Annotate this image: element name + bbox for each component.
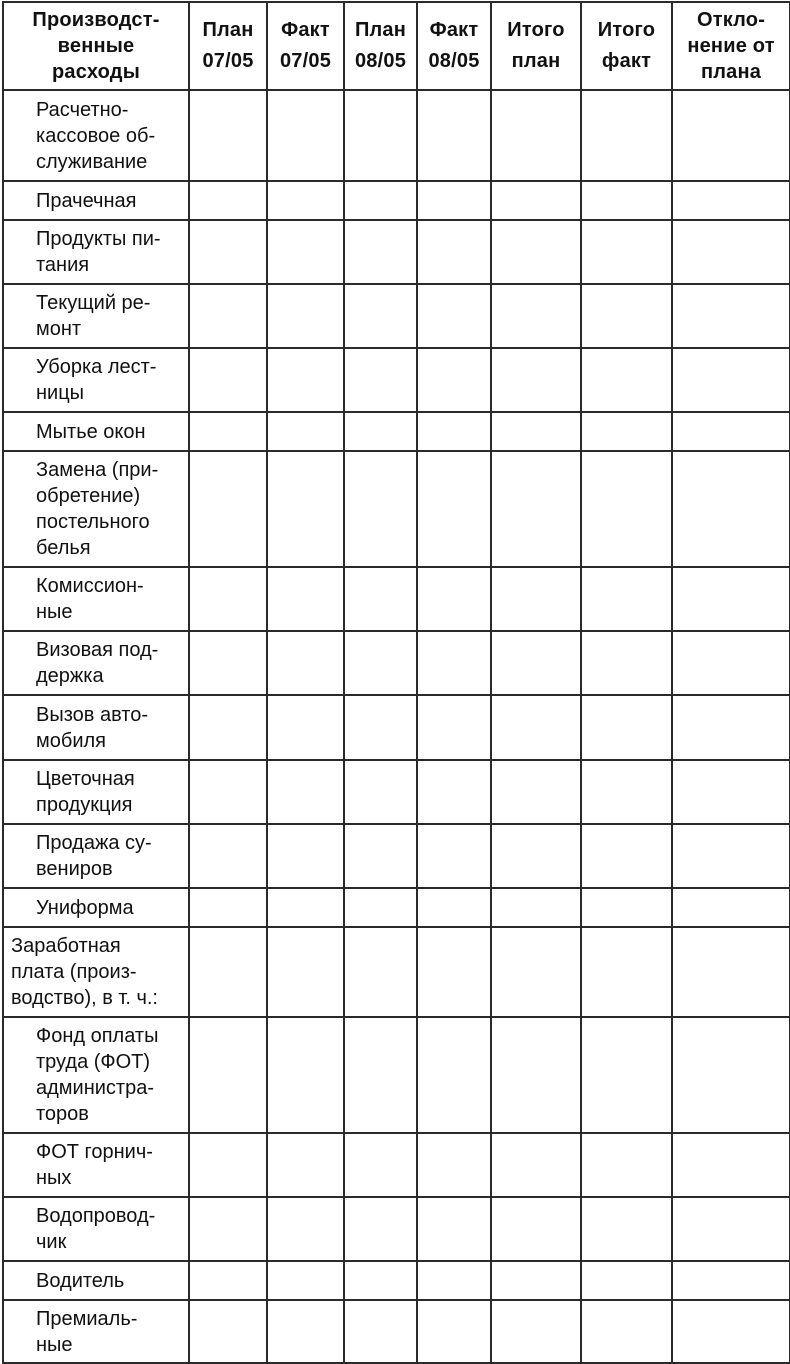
label-text-line: ницы (36, 382, 85, 404)
label-text-line: ФОТ горнич- (36, 1141, 153, 1163)
total-fact-cell (581, 348, 672, 412)
fact-08-05-cell (417, 1133, 491, 1197)
label-text-line: кассовое об- (36, 124, 156, 147)
total-fact-cell (581, 1261, 672, 1300)
header-text-line: План (202, 19, 254, 41)
plan-07-05-cell (189, 284, 267, 348)
header-fact-07-05 (267, 2, 344, 90)
total-plan-cell (491, 1017, 581, 1133)
total-fact-cell (581, 1300, 672, 1363)
label-text-line: постельного (36, 511, 150, 533)
header-deviation-from-plan (672, 2, 790, 90)
header-text-line: 08/05 (428, 50, 480, 72)
fact-07-05-cell (267, 284, 344, 348)
total-plan-cell (491, 284, 581, 348)
table-row (3, 1133, 790, 1197)
label-text-line: Вызов авто- (36, 703, 148, 726)
fact-07-05-cell (267, 1261, 344, 1300)
total-fact-cell (581, 927, 672, 1017)
total-plan-cell (491, 567, 581, 631)
fact-07-05-cell (267, 760, 344, 824)
fact-08-05-cell (417, 220, 491, 284)
table-row (3, 1261, 790, 1300)
fact-08-05-cell (417, 412, 491, 451)
label-text-line: Уборка лест- (36, 356, 157, 378)
plan-07-05-cell (189, 451, 267, 567)
label-text-line: Визовая под- (36, 639, 159, 661)
table-header (3, 2, 790, 90)
deviation-cell (672, 927, 790, 1017)
plan-07-05-cell (189, 181, 267, 220)
deviation-cell (672, 181, 790, 220)
deviation-cell (672, 1017, 790, 1133)
table-row (3, 631, 790, 695)
label-text-line: Текущий ре- (36, 292, 151, 314)
plan-08-05-cell (344, 284, 417, 348)
label-text-line: обретение) (36, 485, 141, 507)
fact-08-05-cell (417, 1300, 491, 1363)
plan-08-05-cell (344, 1017, 417, 1133)
table-row (3, 888, 790, 927)
plan-07-05-cell (189, 695, 267, 760)
label-text-line: водство), в т. ч.: (11, 987, 158, 1009)
plan-07-05-cell (189, 567, 267, 631)
total-plan-cell (491, 412, 581, 451)
table-row (3, 348, 790, 412)
plan-07-05-cell (189, 1261, 267, 1300)
label-text-line: Водопровод- (36, 1205, 156, 1227)
table-body (3, 90, 790, 1363)
fact-08-05-cell (417, 90, 491, 181)
label-text-line: ные (36, 1333, 73, 1356)
fact-07-05-cell (267, 824, 344, 888)
header-plan-08-05 (344, 2, 417, 90)
expense-item-label (3, 451, 189, 567)
header-text-line: венные (57, 35, 135, 57)
label-text-line: Водитель (36, 1269, 125, 1292)
fact-08-05-cell (417, 1197, 491, 1261)
total-fact-cell (581, 824, 672, 888)
expense-item-label (3, 220, 189, 284)
fact-07-05-cell (267, 1197, 344, 1261)
fact-07-05-cell (267, 1133, 344, 1197)
total-plan-cell (491, 888, 581, 927)
header-text-line: 07/05 (279, 50, 332, 72)
header-total-plan (491, 2, 581, 90)
deviation-cell (672, 567, 790, 631)
expense-item-label (3, 412, 189, 451)
deviation-cell (672, 348, 790, 412)
total-plan-cell (491, 760, 581, 824)
header-text-line: Производст- (32, 9, 160, 31)
label-text-line: держка (36, 665, 104, 687)
table-row (3, 567, 790, 631)
fact-07-05-cell (267, 451, 344, 567)
total-fact-cell (581, 1197, 672, 1261)
deviation-cell (672, 888, 790, 927)
header-text-line: Откло- (696, 9, 766, 31)
total-fact-cell (581, 284, 672, 348)
label-text-line: Комиссион- (36, 575, 144, 597)
fact-08-05-cell (417, 1261, 491, 1300)
fact-08-05-cell (417, 927, 491, 1017)
expense-item-label (3, 567, 189, 631)
plan-08-05-cell (344, 451, 417, 567)
total-plan-cell (491, 1261, 581, 1300)
total-plan-cell (491, 1197, 581, 1261)
total-fact-cell (581, 451, 672, 567)
plan-07-05-cell (189, 760, 267, 824)
table-row (3, 412, 790, 451)
total-fact-cell (581, 1133, 672, 1197)
fact-08-05-cell (417, 824, 491, 888)
expense-item-label (3, 1300, 189, 1363)
table-row (3, 181, 790, 220)
deviation-cell (672, 220, 790, 284)
label-text-line: труда (ФОТ) (36, 1051, 151, 1073)
table-row (3, 1197, 790, 1261)
header-text-line: Итого (597, 19, 656, 41)
total-fact-cell (581, 760, 672, 824)
table-row (3, 284, 790, 348)
total-fact-cell (581, 220, 672, 284)
table-row (3, 90, 790, 181)
header-text-line: план (511, 50, 561, 72)
fact-08-05-cell (417, 888, 491, 927)
plan-08-05-cell (344, 695, 417, 760)
label-text-line: тания (36, 254, 90, 276)
table-row (3, 451, 790, 567)
fact-07-05-cell (267, 1300, 344, 1363)
plan-07-05-cell (189, 1133, 267, 1197)
fact-07-05-cell (267, 927, 344, 1017)
header-row (3, 2, 790, 90)
label-text-line: Расчетно- (36, 98, 129, 121)
header-text-line: 07/05 (202, 50, 254, 72)
category-label (3, 927, 189, 1017)
label-text-line: Продажа су- (36, 832, 152, 854)
deviation-cell (672, 1261, 790, 1300)
table-row (3, 1017, 790, 1133)
plan-08-05-cell (344, 824, 417, 888)
expense-item-label (3, 1197, 189, 1261)
fact-08-05-cell (417, 451, 491, 567)
total-plan-cell (491, 181, 581, 220)
table-row (3, 760, 790, 824)
label-text-line: Мытье окон (36, 420, 146, 443)
deviation-cell (672, 631, 790, 695)
header-text-line: нение от (687, 35, 775, 57)
table-row (3, 824, 790, 888)
plan-08-05-cell (344, 220, 417, 284)
plan-08-05-cell (344, 1133, 417, 1197)
fact-07-05-cell (267, 412, 344, 451)
total-plan-cell (491, 1133, 581, 1197)
expense-item-label (3, 760, 189, 824)
plan-08-05-cell (344, 348, 417, 412)
fact-07-05-cell (267, 348, 344, 412)
header-text-line: Итого (507, 19, 565, 41)
label-text-line: чик (36, 1231, 67, 1253)
total-plan-cell (491, 1300, 581, 1363)
total-fact-cell (581, 567, 672, 631)
total-plan-cell (491, 695, 581, 760)
header-text-line: Факт (429, 19, 479, 41)
label-text-line: Цветочная (36, 768, 135, 790)
deviation-cell (672, 1133, 790, 1197)
fact-07-05-cell (267, 695, 344, 760)
plan-08-05-cell (344, 888, 417, 927)
header-text-line: План (354, 19, 407, 41)
plan-07-05-cell (189, 824, 267, 888)
label-text-line: Фонд оплаты (36, 1025, 159, 1047)
expense-item-label (3, 90, 189, 181)
plan-07-05-cell (189, 888, 267, 927)
table-row (3, 927, 790, 1017)
label-text-line: вениров (36, 858, 113, 880)
plan-07-05-cell (189, 1300, 267, 1363)
label-text-line: Прачечная (36, 189, 137, 212)
total-plan-cell (491, 824, 581, 888)
plan-07-05-cell (189, 412, 267, 451)
fact-08-05-cell (417, 567, 491, 631)
label-text-line: торов (36, 1103, 89, 1125)
deviation-cell (672, 1197, 790, 1261)
fact-08-05-cell (417, 348, 491, 412)
total-plan-cell (491, 220, 581, 284)
total-plan-cell (491, 631, 581, 695)
deviation-cell (672, 760, 790, 824)
total-fact-cell (581, 888, 672, 927)
fact-07-05-cell (267, 1017, 344, 1133)
header-text-line: плана (700, 61, 762, 83)
expense-item-label (3, 695, 189, 760)
plan-08-05-cell (344, 1261, 417, 1300)
fact-08-05-cell (417, 631, 491, 695)
deviation-cell (672, 284, 790, 348)
header-plan-07-05 (189, 2, 267, 90)
total-plan-cell (491, 451, 581, 567)
label-text-line: ных (36, 1167, 72, 1189)
header-production-expenses (3, 2, 189, 90)
deviation-cell (672, 90, 790, 181)
fact-07-05-cell (267, 90, 344, 181)
total-fact-cell (581, 90, 672, 181)
fact-07-05-cell (267, 888, 344, 927)
deviation-cell (672, 1300, 790, 1363)
expense-item-label (3, 284, 189, 348)
deviation-cell (672, 695, 790, 760)
total-fact-cell (581, 695, 672, 760)
plan-07-05-cell (189, 631, 267, 695)
plan-08-05-cell (344, 1197, 417, 1261)
plan-08-05-cell (344, 90, 417, 181)
plan-08-05-cell (344, 1300, 417, 1363)
plan-08-05-cell (344, 412, 417, 451)
fact-07-05-cell (267, 567, 344, 631)
fact-07-05-cell (267, 631, 344, 695)
plan-07-05-cell (189, 90, 267, 181)
plan-08-05-cell (344, 927, 417, 1017)
label-text-line: Замена (при- (36, 459, 159, 481)
header-text-line: 08/05 (354, 50, 407, 72)
expense-item-label (3, 1133, 189, 1197)
header-text-line: Факт (281, 19, 330, 41)
header-total-fact (581, 2, 672, 90)
fact-08-05-cell (417, 284, 491, 348)
plan-07-05-cell (189, 1197, 267, 1261)
expense-item-label (3, 888, 189, 927)
fact-08-05-cell (417, 1017, 491, 1133)
plan-08-05-cell (344, 567, 417, 631)
header-text-line: расходы (52, 61, 140, 83)
label-text-line: Продукты пи- (36, 228, 161, 250)
expense-item-label (3, 1017, 189, 1133)
expense-item-label (3, 631, 189, 695)
label-text-line: плата (произ- (11, 961, 137, 983)
label-text-line: продукция (36, 794, 133, 816)
fact-08-05-cell (417, 181, 491, 220)
total-plan-cell (491, 90, 581, 181)
total-fact-cell (581, 412, 672, 451)
table-row (3, 220, 790, 284)
label-text-line: администра- (36, 1077, 154, 1099)
total-plan-cell (491, 927, 581, 1017)
fact-08-05-cell (417, 760, 491, 824)
table-row (3, 1300, 790, 1363)
plan-07-05-cell (189, 927, 267, 1017)
plan-07-05-cell (189, 348, 267, 412)
fact-07-05-cell (267, 181, 344, 220)
total-fact-cell (581, 1017, 672, 1133)
deviation-cell (672, 412, 790, 451)
label-text-line: монт (36, 318, 82, 340)
fact-08-05-cell (417, 695, 491, 760)
production-expenses-table (2, 1, 790, 1364)
fact-07-05-cell (267, 220, 344, 284)
label-text-line: Заработная (11, 935, 121, 957)
label-text-line: мобиля (36, 729, 106, 752)
expense-item-label (3, 181, 189, 220)
header-text-line: факт (601, 50, 652, 72)
plan-08-05-cell (344, 760, 417, 824)
table-row (3, 695, 790, 760)
label-text-line: ные (36, 601, 73, 623)
deviation-cell (672, 824, 790, 888)
total-fact-cell (581, 631, 672, 695)
expense-item-label (3, 1261, 189, 1300)
expense-item-label (3, 824, 189, 888)
deviation-cell (672, 451, 790, 567)
plan-07-05-cell (189, 220, 267, 284)
total-plan-cell (491, 348, 581, 412)
label-text-line: белья (36, 537, 91, 559)
plan-08-05-cell (344, 631, 417, 695)
total-fact-cell (581, 181, 672, 220)
plan-08-05-cell (344, 181, 417, 220)
label-text-line: Премиаль- (36, 1307, 138, 1330)
label-text-line: Униформа (36, 896, 134, 919)
header-fact-08-05 (417, 2, 491, 90)
label-text-line: служивание (36, 150, 148, 173)
expense-item-label (3, 348, 189, 412)
plan-07-05-cell (189, 1017, 267, 1133)
